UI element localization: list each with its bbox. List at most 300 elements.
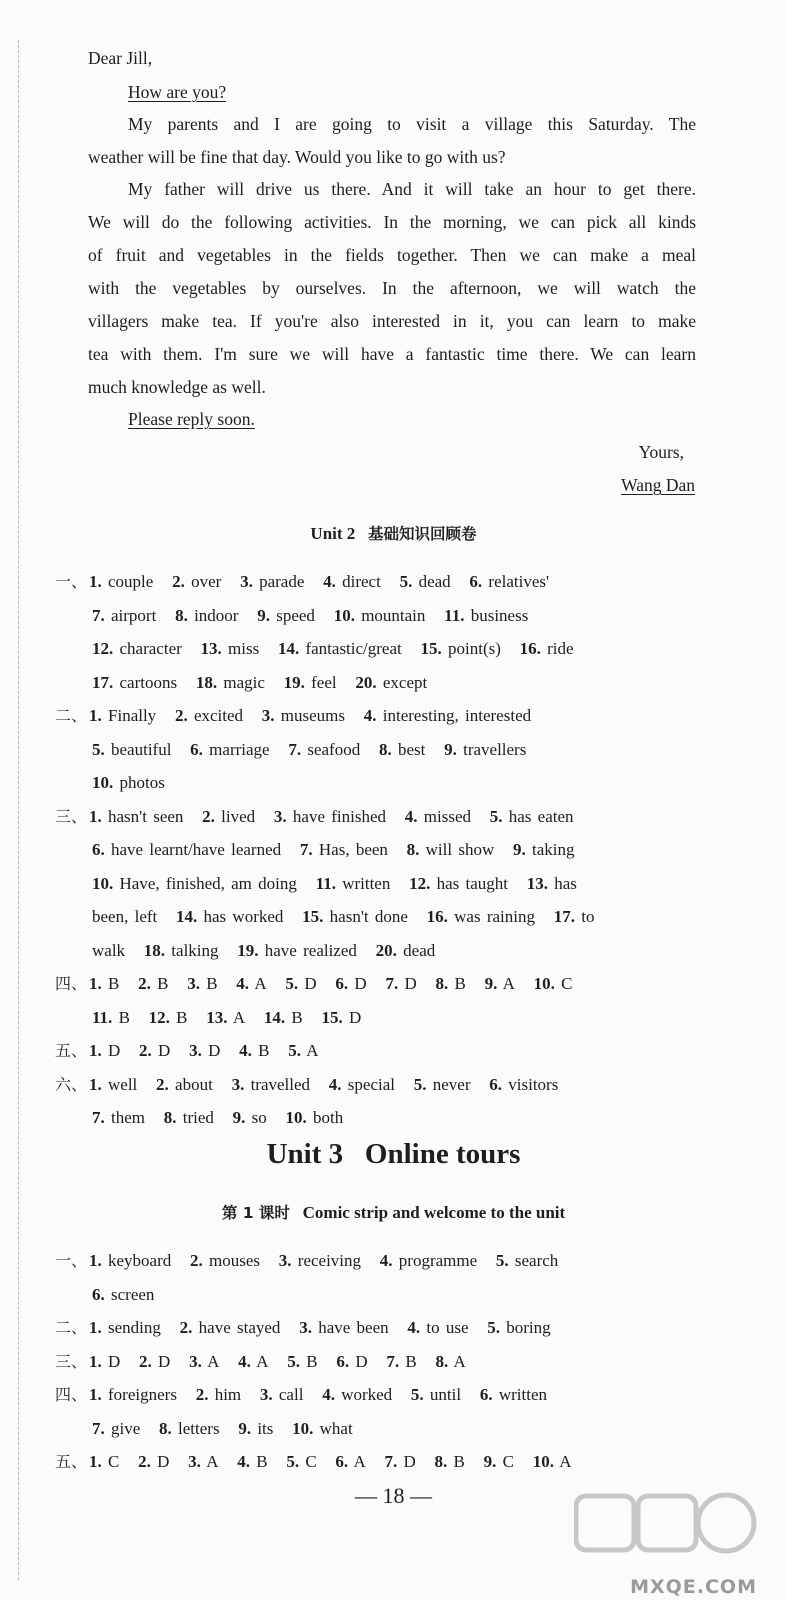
letter-para2-line3: of fruit and vegetables in the fields together. Then we can make a meal: [88, 245, 696, 265]
answer-text: taking: [532, 840, 575, 859]
answer-text: A: [502, 974, 515, 993]
answer-text: has worked: [203, 907, 284, 926]
answer-text: dead: [418, 572, 451, 591]
answer-text: travellers: [463, 739, 527, 759]
answer-number: 8.: [435, 974, 449, 993]
watermark-text: MXQE.COM: [630, 1576, 757, 1598]
answer-text: interesting, interested: [382, 706, 532, 725]
answer-number: 12.: [148, 1007, 170, 1027]
answer-text: B: [108, 974, 120, 993]
answer-number: 10.: [92, 873, 114, 893]
answer-text: missed: [423, 806, 472, 826]
answer-number: 13.: [526, 873, 549, 893]
answer-number: 8.: [406, 840, 420, 859]
unit2-section-1-line-1: [55, 571, 549, 593]
answer-number: 5.: [288, 1041, 301, 1060]
answer-text: D: [355, 1351, 368, 1371]
answer-text: call: [278, 1385, 304, 1404]
answer-text: D: [208, 1041, 221, 1060]
letter-para2-line2: We will do the following activities. In the morning, we can pick all kinds: [88, 212, 696, 232]
answer-text: ride: [547, 639, 574, 658]
answer-text: so: [251, 1108, 267, 1127]
answer-text: A: [306, 1041, 319, 1060]
unit3-lesson-title: [0, 1201, 787, 1223]
answer-number: 1.: [89, 1452, 102, 1471]
answer-text: letters: [178, 1418, 220, 1438]
answer-text: airport: [111, 605, 157, 625]
answer-number: 2.: [138, 974, 151, 993]
answer-text: hasn't seen: [108, 806, 184, 826]
letter-signature: Wang Dan: [621, 475, 695, 495]
answer-number: 16.: [426, 907, 448, 926]
answer-number: 2.: [190, 1251, 203, 1270]
answer-text: has: [554, 873, 577, 893]
answer-text: B: [206, 974, 218, 993]
section-label: 一、: [55, 572, 88, 591]
answer-text: both: [313, 1108, 344, 1127]
answer-number: 20.: [375, 940, 397, 960]
answer-number: 4.: [404, 806, 418, 826]
answer-number: 11.: [315, 873, 336, 893]
answer-text: B: [454, 974, 466, 993]
answer-number: 6.: [92, 840, 105, 859]
answer-text: give: [111, 1418, 141, 1438]
answer-text: relatives': [488, 572, 550, 591]
answer-number: 2.: [174, 706, 188, 725]
answer-number: 12.: [92, 639, 114, 658]
answer-number: 2.: [179, 1318, 193, 1337]
unit2-section-4-line-2: [92, 1007, 361, 1029]
answer-text: museums: [280, 706, 346, 725]
answer-number: 3.: [188, 1452, 201, 1471]
unit2-section-6-line-1: [55, 1074, 558, 1096]
answer-text: hasn't done: [329, 907, 408, 926]
answer-number: 10.: [533, 974, 555, 993]
answer-number: 1.: [89, 806, 102, 826]
answer-number: 4.: [363, 706, 377, 725]
answer-text: A: [232, 1007, 246, 1027]
answer-number: 6.: [489, 1074, 503, 1094]
answer-number: 15.: [302, 907, 324, 926]
answer-text: worked: [341, 1385, 393, 1404]
answer-number: 7.: [92, 605, 105, 625]
answer-number: 6.: [92, 1284, 105, 1304]
watermark-logo: [574, 1490, 759, 1582]
answer-number: 19.: [283, 672, 305, 692]
answer-text: indoor: [194, 605, 239, 625]
answer-number: 3.: [278, 1251, 292, 1270]
letter-para2-line1: My father will drive us there. And it will take an hour to get there.: [128, 179, 696, 199]
answer-text: boring: [506, 1318, 551, 1337]
section-label: 一、: [55, 1251, 88, 1270]
answer-number: 5.: [489, 806, 503, 826]
answer-text: A: [559, 1452, 572, 1471]
answer-number: 4.: [379, 1251, 393, 1270]
answer-text: screen: [111, 1284, 155, 1304]
answer-text: walk: [92, 940, 126, 960]
unit2-section-3-line-2: [92, 839, 575, 861]
answer-text: its: [257, 1418, 274, 1438]
answer-text: couple: [108, 572, 154, 591]
answer-text: except: [382, 672, 428, 692]
answer-text: B: [453, 1452, 465, 1471]
answer-number: 2.: [172, 572, 185, 591]
answer-number: 4.: [239, 1041, 252, 1060]
answer-text: D: [157, 1452, 170, 1471]
answer-number: 7.: [386, 1351, 400, 1371]
answer-text: Finally: [108, 706, 157, 725]
answer-number: 3.: [261, 706, 275, 725]
unit2-section-6-line-2: [92, 1107, 343, 1129]
unit3-lesson-en: Comic strip and welcome to the unit: [302, 1203, 566, 1222]
answer-text: mountain: [361, 605, 426, 625]
answer-text: D: [108, 1351, 121, 1371]
answer-text: visitors: [508, 1074, 559, 1094]
section-label: 五、: [55, 1452, 88, 1471]
answer-number: 15.: [420, 639, 442, 658]
answer-number: 4.: [323, 572, 336, 591]
answer-text: has taught: [436, 873, 509, 893]
answer-number: 18.: [143, 940, 166, 960]
answer-number: 6.: [335, 974, 349, 993]
answer-text: B: [306, 1351, 318, 1371]
answer-number: 8.: [175, 605, 188, 625]
answer-number: 3.: [259, 1385, 273, 1404]
answer-text: seafood: [307, 739, 361, 759]
answer-number: 6.: [335, 1452, 349, 1471]
answer-number: 4.: [322, 1385, 335, 1404]
answer-text: C: [502, 1452, 514, 1471]
answer-number: 2.: [139, 1041, 152, 1060]
answer-number: 3.: [231, 1074, 245, 1094]
answer-text: foreigners: [108, 1385, 177, 1404]
unit2-section-4-line-1: [55, 973, 573, 995]
answer-text: Has, been: [318, 840, 388, 859]
letter-closing: Please reply soon.: [128, 409, 255, 429]
unit2-review-title: [0, 522, 787, 544]
section-label: 二、: [55, 706, 88, 725]
answer-text: to: [581, 907, 595, 926]
answer-number: 6.: [469, 572, 483, 591]
answer-text: fantastic/great: [305, 639, 402, 658]
answer-text: parade: [259, 572, 305, 591]
answer-text: programme: [398, 1251, 478, 1270]
answer-text: have been: [318, 1318, 389, 1337]
answer-text: A: [353, 1452, 366, 1471]
answer-text: been, left: [92, 907, 158, 926]
answer-text: A: [256, 1351, 269, 1371]
answer-number: 17.: [92, 672, 114, 692]
answer-number: 17.: [553, 907, 575, 926]
answer-number: 5.: [410, 1385, 424, 1404]
letter-sign-off: Yours,: [638, 442, 684, 462]
answer-text: what: [319, 1418, 353, 1438]
answer-text: D: [403, 1452, 416, 1471]
answer-text: photos: [119, 773, 165, 792]
answer-text: have finished: [292, 806, 387, 826]
letter-para2-line4: with the vegetables by ourselves. In the afternoon, we will watch the: [88, 278, 696, 298]
answer-text: D: [158, 1041, 171, 1060]
answer-number: 7.: [384, 1452, 398, 1471]
answer-number: 1.: [89, 1251, 102, 1270]
answer-text: point(s): [448, 639, 501, 658]
answer-text: have learnt/have learned: [111, 840, 282, 859]
answer-number: 1.: [89, 572, 102, 591]
unit2-section-2-line-3: [92, 772, 165, 794]
answer-text: magic: [223, 672, 265, 692]
answer-text: D: [348, 1007, 362, 1027]
section-label: 三、: [55, 1351, 88, 1371]
answer-text: B: [291, 1007, 303, 1027]
answer-number: 11.: [92, 1007, 113, 1027]
unit2-section-3-line-4: [92, 906, 594, 928]
answer-number: 7.: [385, 974, 399, 993]
answer-text: best: [397, 739, 426, 759]
answer-number: 9.: [257, 605, 270, 625]
answer-text: feel: [311, 672, 337, 692]
answer-number: 2.: [138, 1452, 151, 1471]
answer-number: 5.: [495, 1251, 509, 1270]
answer-number: 5.: [285, 974, 299, 993]
answer-number: 5.: [92, 739, 105, 759]
answer-number: 14.: [277, 639, 300, 658]
answer-text: B: [256, 1452, 268, 1471]
answer-text: Have, finished, am doing: [119, 873, 297, 893]
unit3-section-4-line-1: [55, 1384, 547, 1406]
answer-text: business: [470, 605, 529, 625]
answer-text: well: [108, 1074, 138, 1094]
section-label: 四、: [55, 974, 88, 993]
answer-text: B: [157, 974, 169, 993]
answer-text: has eaten: [508, 806, 574, 826]
answer-number: 10.: [292, 1418, 314, 1438]
answer-text: B: [258, 1041, 270, 1060]
answer-number: 1.: [89, 1318, 102, 1337]
answer-number: 10.: [532, 1452, 554, 1471]
page-number: — 18 —: [355, 1483, 432, 1508]
answer-text: over: [191, 572, 222, 591]
answer-number: 9.: [484, 974, 498, 993]
answer-number: 3.: [189, 1041, 202, 1060]
unit2-section-1-line-4: [92, 672, 427, 694]
letter-greeting: Dear Jill,: [88, 48, 153, 68]
answer-number: 1.: [89, 1351, 102, 1371]
answer-number: 10.: [92, 773, 114, 792]
answer-number: 8.: [434, 1452, 448, 1471]
answer-text: excited: [193, 706, 244, 725]
answer-number: 14.: [176, 907, 198, 926]
answer-number: 8.: [163, 1108, 177, 1127]
answer-text: receiving: [297, 1251, 362, 1270]
answer-number: 1.: [89, 706, 102, 725]
answer-number: 2.: [202, 806, 215, 826]
answer-number: 3.: [299, 1318, 312, 1337]
section-label: 六、: [55, 1074, 88, 1094]
letter-para1-line2: weather will be fine that day. Would you like to go with us?: [88, 147, 506, 167]
answer-text: A: [207, 1351, 220, 1371]
answer-number: 7.: [288, 739, 302, 759]
answer-number: 15.: [321, 1007, 343, 1027]
answer-number: 4.: [238, 1351, 251, 1371]
answer-text: written: [498, 1385, 547, 1404]
answer-number: 3.: [273, 806, 287, 826]
unit3-section-3-line-1: [55, 1351, 466, 1373]
section-label: 四、: [55, 1385, 88, 1404]
answer-number: 4.: [328, 1074, 342, 1094]
answer-number: 12.: [409, 873, 431, 893]
answer-text: search: [514, 1251, 559, 1270]
answer-text: C: [108, 1452, 120, 1471]
unit2-section-1-line-2: [92, 605, 528, 627]
answer-number: 18.: [195, 672, 218, 692]
answer-text: A: [206, 1452, 219, 1471]
answer-text: D: [404, 974, 417, 993]
answer-number: 4.: [407, 1318, 421, 1337]
answer-text: travelled: [250, 1074, 311, 1094]
letter-para2-line5: villagers make tea. If you're also interested in it, you can learn to make: [88, 311, 696, 331]
answer-text: D: [354, 974, 367, 993]
answer-number: 1.: [89, 1074, 102, 1094]
answer-number: 6.: [336, 1351, 350, 1371]
answer-number: 5.: [399, 572, 413, 591]
answer-number: 14.: [263, 1007, 286, 1027]
answer-number: 2.: [195, 1385, 209, 1404]
answer-text: miss: [228, 639, 260, 658]
answer-text: cartoons: [119, 672, 178, 692]
unit3-section-1-line-2: [92, 1284, 154, 1306]
answer-number: 16.: [519, 639, 541, 658]
answer-text: to use: [426, 1318, 469, 1337]
answer-text: talking: [171, 940, 219, 960]
answer-number: 5.: [286, 1452, 300, 1471]
letter-para2-line6: tea with them. I'm sure we will have a fantastic time there. We can learn: [88, 344, 696, 364]
unit2-title-unit: Unit 2: [310, 524, 356, 543]
answer-number: 7.: [92, 1108, 105, 1127]
answer-number: 19.: [237, 940, 259, 960]
unit3-section-5-line-1: [55, 1451, 572, 1473]
unit2-section-3-line-5: [92, 940, 435, 962]
answer-text: direct: [342, 572, 381, 591]
section-label: 二、: [55, 1318, 88, 1337]
answer-number: 7.: [92, 1418, 105, 1438]
letter-opening: How are you?: [128, 82, 227, 102]
answer-text: was raining: [454, 907, 535, 926]
answer-number: 2.: [139, 1351, 152, 1371]
answer-number: 13.: [206, 1007, 228, 1027]
answer-text: marriage: [209, 739, 270, 759]
answer-number: 4.: [237, 1452, 250, 1471]
letter-para1-line1: My parents and I are going to visit a village this Saturday. The: [128, 114, 696, 134]
answer-number: 4.: [236, 974, 250, 993]
answer-number: 9.: [238, 1418, 252, 1438]
binding-margin-line: [18, 40, 19, 1580]
answer-number: 10.: [333, 605, 355, 625]
answer-number: 1.: [89, 974, 102, 993]
answer-number: 2.: [156, 1074, 169, 1094]
answer-text: A: [254, 974, 267, 993]
answer-number: 9.: [513, 840, 526, 859]
answer-text: B: [176, 1007, 188, 1027]
answer-number: 9.: [444, 739, 457, 759]
answer-number: 13.: [200, 639, 222, 658]
unit2-section-2-line-1: [55, 705, 531, 727]
answer-text: them: [111, 1108, 145, 1127]
answer-number: 11.: [444, 605, 465, 625]
answer-text: tried: [182, 1108, 214, 1127]
answer-text: mouses: [209, 1251, 261, 1270]
unit3-section-1-line-1: [55, 1250, 558, 1272]
answer-text: have realized: [264, 940, 357, 960]
answer-text: beautiful: [111, 739, 172, 759]
answer-number: 8.: [159, 1418, 172, 1438]
answer-number: 5.: [287, 1351, 301, 1371]
answer-text: until: [429, 1385, 462, 1404]
answer-text: have stayed: [198, 1318, 281, 1337]
answer-number: 3.: [240, 572, 253, 591]
answer-text: sending: [108, 1318, 161, 1337]
answer-number: 3.: [187, 974, 200, 993]
section-label: 三、: [55, 806, 88, 826]
answer-text: special: [347, 1074, 395, 1094]
unit2-section-1-line-3: [92, 638, 574, 660]
unit2-section-3-line-3: [92, 873, 577, 895]
unit2-section-2-line-2: [92, 739, 526, 761]
answer-text: never: [432, 1074, 471, 1094]
answer-number: 9.: [483, 1452, 497, 1471]
answer-number: 20.: [355, 672, 377, 692]
answer-text: C: [305, 1452, 317, 1471]
unit3-lesson-cn: 第 1 课时: [221, 1204, 290, 1222]
section-label: 五、: [55, 1041, 88, 1060]
letter-para2-line7: much knowledge as well.: [88, 377, 266, 397]
answer-number: 9.: [232, 1108, 246, 1127]
unit2-title-cn: 基础知识回顾卷: [368, 525, 477, 543]
answer-text: D: [158, 1351, 171, 1371]
answer-text: character: [119, 639, 182, 658]
answer-number: 6.: [479, 1385, 493, 1404]
answer-text: about: [175, 1074, 213, 1094]
unit3-section-2-line-1: [55, 1317, 551, 1339]
answer-text: A: [453, 1351, 466, 1371]
answer-number: 5.: [413, 1074, 427, 1094]
answer-number: 10.: [285, 1108, 307, 1127]
answer-text: keyboard: [108, 1251, 172, 1270]
answer-number: 3.: [189, 1351, 202, 1371]
answer-text: B: [118, 1007, 130, 1027]
answer-text: B: [405, 1351, 417, 1371]
answer-text: will show: [425, 840, 495, 859]
unit3-section-4-line-2: [92, 1418, 353, 1440]
answer-number: 7.: [299, 840, 313, 859]
answer-number: 1.: [89, 1385, 102, 1404]
answer-text: him: [214, 1385, 242, 1404]
answer-number: 5.: [487, 1318, 501, 1337]
answer-text: dead: [403, 940, 436, 960]
answer-number: 8.: [378, 739, 392, 759]
answer-number: 8.: [435, 1351, 449, 1371]
answer-text: C: [561, 974, 573, 993]
answer-text: lived: [221, 806, 256, 826]
answer-number: 1.: [89, 1041, 102, 1060]
answer-text: D: [108, 1041, 121, 1060]
answer-text: written: [342, 873, 391, 893]
unit2-section-5-line-1: [55, 1040, 319, 1062]
answer-number: 6.: [190, 739, 203, 759]
unit3-title: Unit 3 Online tours: [266, 1138, 521, 1170]
unit2-section-3-line-1: [55, 806, 574, 828]
answer-text: speed: [276, 605, 315, 625]
answer-text: D: [304, 974, 317, 993]
